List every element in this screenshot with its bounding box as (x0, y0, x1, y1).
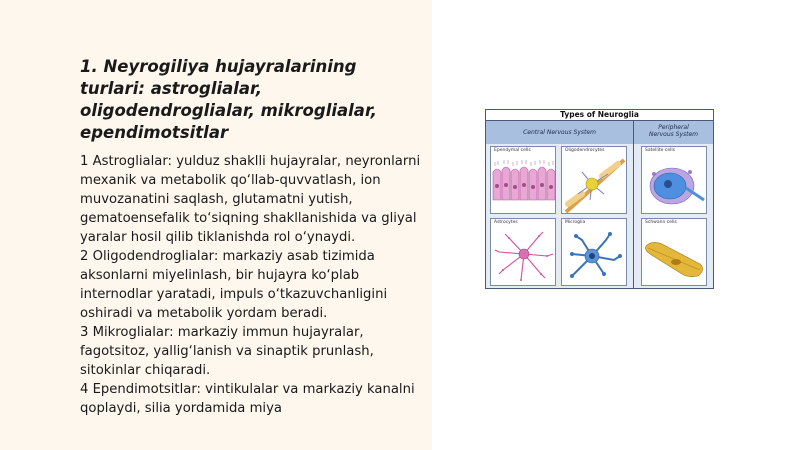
panel-schwann-cells (641, 218, 707, 286)
microglia-illustration (562, 226, 627, 286)
panel-microglia (561, 218, 627, 286)
panel-astrocytes (490, 218, 556, 286)
figure-title: Types of Neuroglia (486, 110, 713, 121)
paragraph-oligodendroglia: 2 Oligodendroglialar: markaziy asab tizimida aksonlarni miyelinlash, bir hujayra ko‘plab internodlar yaratadi, impuls o‘tkazuvchanligini oshiradi va metabolik yordam beradi. (80, 249, 388, 321)
panel-label: Oligodendrocytes (565, 148, 605, 153)
panel-label: Satellite cells (645, 148, 675, 153)
panel-oligodendrocytes (561, 146, 627, 214)
panel-ependymal-cells (490, 146, 556, 214)
paragraph-ependymocytes: 4 Ependimotsitlar: vintikulalar va markaziy kanalni qoplaydi, silia yordamida miya (80, 382, 415, 416)
slide-body (80, 152, 425, 418)
neuroglia-figure (485, 109, 714, 289)
panel-satellite-cells (641, 146, 707, 214)
panel-label: Ependymal cells (494, 148, 531, 153)
panel-label: Schwann cells (645, 220, 677, 225)
pns-heading-line1: Peripheral (658, 124, 689, 131)
panel-label: Astrocytes (494, 220, 518, 225)
figure-divider (633, 121, 634, 289)
cns-heading: Central Nervous System (486, 121, 633, 144)
paragraph-astroglia: 1 Astroglialar: yulduz shaklli hujayralar, neyronlarni mexanik va metabolik qo‘llab-quvvatlash, ion muvozanatini saqlash, glutamatni yutish, gematoensefalik to‘siqning shakllanishida va gliyal yaralar hosil qilib tiklanishda rol o‘ynaydi. (80, 154, 421, 245)
schwann-cells-illustration (642, 226, 707, 286)
paragraph-microglia: 3 Mikroglialar: markaziy immun hujayralar, fagotsitoz, yallig‘lanish va sinaptik prunlash, sitokinlar chiqaradi. (80, 325, 374, 378)
panel-label: Microglia (565, 220, 586, 225)
pns-heading-line2: Nervous System (648, 131, 699, 138)
satellite-cells-illustration (642, 154, 707, 214)
pns-heading (634, 121, 713, 144)
astrocyte-illustration (491, 226, 556, 286)
oligodendrocyte-illustration (562, 154, 627, 214)
ependymal-cells-illustration (491, 154, 556, 214)
slide-title: 1. Neyrogiliya hujayralarining turlari: astroglialar, oligodendroglialar, mikroglialar, ependimotsitlar (80, 57, 377, 142)
